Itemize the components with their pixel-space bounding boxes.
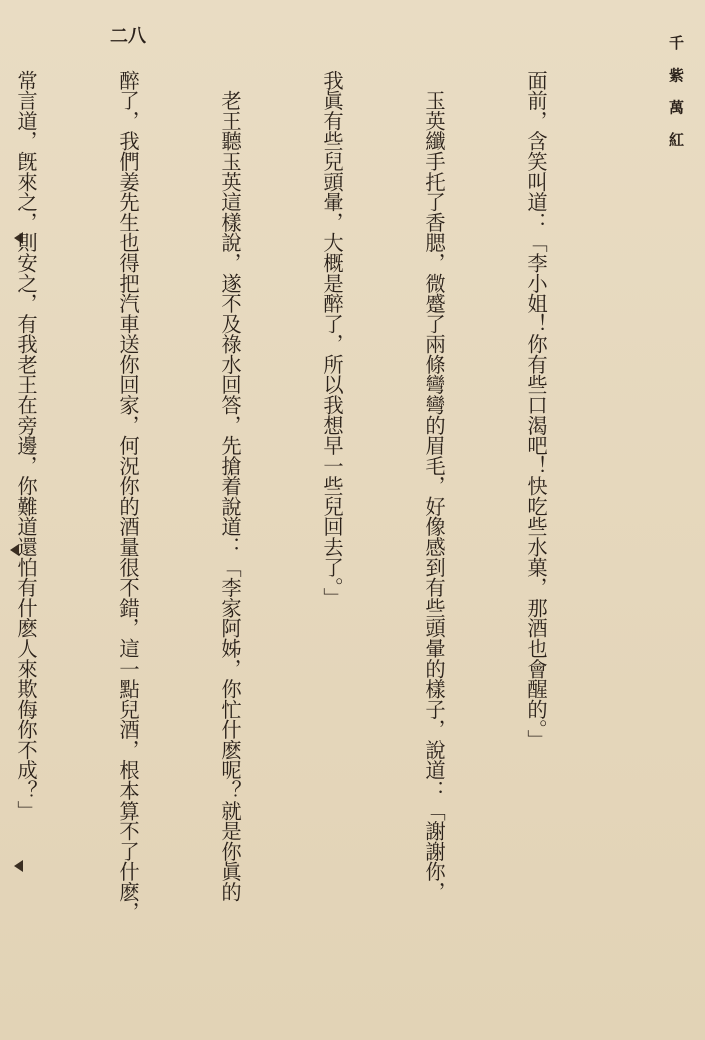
text-line: 玉英纖手托了香腮，微蹙了兩條彎彎的眉毛，好像感到有些頭暈的樣子，說道：「謝謝你， bbox=[422, 70, 446, 902]
body-text bbox=[14, 70, 621, 1030]
text-line: 我眞有些兒頭暈，大概是醉了，所以我想早一些兒回去了。」 bbox=[320, 70, 344, 608]
text-line: 常言道，旣來之，則安之，有我老王在旁邊，你難道還怕有什麽人來欺侮你不成？」 bbox=[14, 70, 38, 821]
text-line: 老王聽玉英這樣說，遂不及祿水回答，先搶着說道：「李家阿姊，你忙什麽呢？就是你眞的 bbox=[218, 70, 242, 902]
text-line: 面前，含笑叫道：「李小姐！你有些口渴吧！快吃些水菓，那酒也會醒的。」 bbox=[524, 70, 548, 750]
page-number: 二八 bbox=[110, 26, 146, 47]
text-line: 醉了，我們姜先生也得把汽車送你回家，何況你的酒量很不錯，這一點兒酒，根本算不了什麽， bbox=[116, 70, 140, 923]
book-title: 千 紫 萬 紅 bbox=[667, 35, 685, 153]
